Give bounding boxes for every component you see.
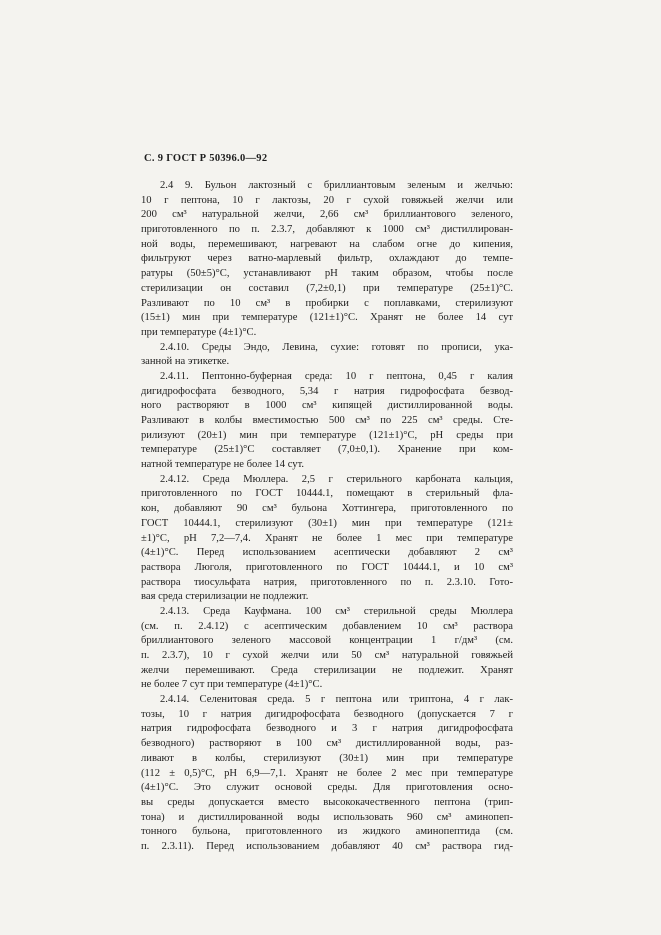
text-line: (15±1) мин при температуре (121±1)°С. Хранят не более 14 сут — [141, 312, 513, 324]
text-line: ±1)°С, рН 7,2—7,4. Хранят не более 1 мес при температуре — [141, 532, 513, 544]
text-line: (см. п. 2.4.12) с асептическим добавлением 10 см³ раствора — [141, 620, 513, 632]
text-line: при температуре (4±1)°С. — [141, 326, 257, 338]
text-line: бриллиантового зеленого массовой концентрации 1 г/дм³ (см. — [141, 635, 513, 647]
text-line: п. 2.3.7), 10 г сухой желчи или 50 см³ натуральной говяжьей — [141, 650, 513, 661]
text-line: фильтруют через ватно-марлевый фильтр, охлаждают до темпе- — [141, 253, 513, 265]
text-line: Разливают по 10 см³ в пробирки с поплавками, стерилизуют — [141, 297, 513, 309]
text-line: приготовленного по ГОСТ 10444.1, помещают в стерильный фла- — [141, 488, 513, 500]
text-line: раствора Люголя, приготовленного по ГОСТ 10444.1, и 10 см³ — [141, 561, 513, 573]
text-line: (4±1)°С. Это служит основой среды. Для приготовления осно- — [141, 782, 513, 794]
text-line: 2.4.10. Среды Эндо, Левина, сухие: готовят по прописи, ука- — [160, 341, 513, 353]
text-line: 2.4.14. Селенитовая среда. 5 г пептона или триптона, 4 г лак- — [160, 694, 513, 706]
text-line: стерилизации он составил (7,2±0,1) при температуре (25±1)°С. — [141, 282, 513, 294]
text-line: п. 2.3.11). Перед использованием добавляют 40 см³ раствора гид- — [141, 840, 513, 852]
text-line: раствора тиосульфата натрия, приготовленного по п. 2.3.10. Гото- — [141, 576, 513, 588]
text-line: желчи перемешивают. Среда стерилизации не подлежит. Хранят — [141, 664, 513, 676]
text-line: натной температуре не более 14 сут. — [141, 459, 305, 471]
text-line: 10 г пептона, 10 г лактозы, 20 г сухой говяжьей желчи или — [141, 194, 513, 206]
text-line: рилизуют (20±1) мин при температуре (121±1)°С, рН среды при — [141, 429, 513, 441]
text-line: натрия гидрофосфата безводного и 3 г натрия дигидрофосфата — [141, 723, 513, 735]
page-header: С. 9 ГОСТ Р 50396.0—92 — [144, 153, 268, 164]
text-line: 2.4 9. Бульон лактозный с бриллиантовым зеленым и желчью: — [160, 180, 513, 191]
text-line: (4±1)°С. Перед использованием асептически добавляют 2 см³ — [141, 547, 513, 559]
text-line: 2.4.11. Пептонно-буферная среда: 10 г пептона, 0,45 г калия — [160, 370, 513, 382]
text-line: Разливают в колбы вместимостью 500 см³ по 225 см³ среды. Сте- — [141, 415, 513, 426]
text-line: безводного) растворяют в 100 см³ дистиллированной воды, раз- — [141, 738, 513, 750]
text-line: тозы, 10 г натрия дигидрофосфата безводного (допускается 7 г — [141, 708, 513, 720]
text-line: тона) и дистиллированной воды использовать 960 см³ аминопеп- — [141, 811, 513, 823]
text-line: 2.4.12. Среда Мюллера. 2,5 г стерильного карбоната кальция, — [160, 473, 513, 485]
document-body — [141, 179, 513, 855]
text-line: приготовленного по п. 2.3.7, добавляют к 1000 см³ дистиллирован- — [141, 224, 513, 236]
text-line: ГОСТ 10444.1, стерилизуют (30±1) мин при температуре (121± — [141, 517, 513, 529]
text-line: температуре (25±1)°С составляет (7,0±0,1). Хранение при ком- — [141, 444, 513, 456]
text-line: вая среда стерилизации не подлежит. — [141, 591, 309, 603]
text-line: тонного бульона, приготовленного из жидкого аминопептида (см. — [141, 826, 513, 838]
text-line: кон, добавляют 90 см³ бульона Хоттингера, приготовленного по — [141, 503, 513, 515]
text-line: ратуры (50±5)°С, устанавливают рН таким образом, чтобы после — [141, 268, 513, 280]
text-line: ной воды, перемешивают, нагревают на слабом огне до кипения, — [141, 238, 513, 250]
text-line: вы среды допускается вместо высококачественного пептона (трип- — [141, 796, 513, 808]
text-line: дигидрофосфата безводного, 5,34 г натрия гидрофосфата безвод- — [141, 385, 513, 397]
text-line: 200 см³ натуральной желчи, 2,66 см³ бриллиантового зеленого, — [141, 209, 513, 221]
text-line: 2.4.13. Среда Кауфмана. 100 см³ стерильной среды Мюллера — [160, 605, 513, 617]
text-line: (112 ± 0,5)°С, рН 6,9—7,1. Хранят не более 2 мес при температуре — [141, 767, 513, 779]
text-line: занной на этикетке. — [141, 356, 230, 368]
text-line: ливают в колбы, стерилизуют (30±1) мин при температуре — [141, 752, 513, 764]
text-line: не более 7 сут при температуре (4±1)°С. — [141, 679, 323, 691]
text-line: ного растворяют в 1000 см³ кипящей дистиллированной воды. — [141, 400, 513, 412]
